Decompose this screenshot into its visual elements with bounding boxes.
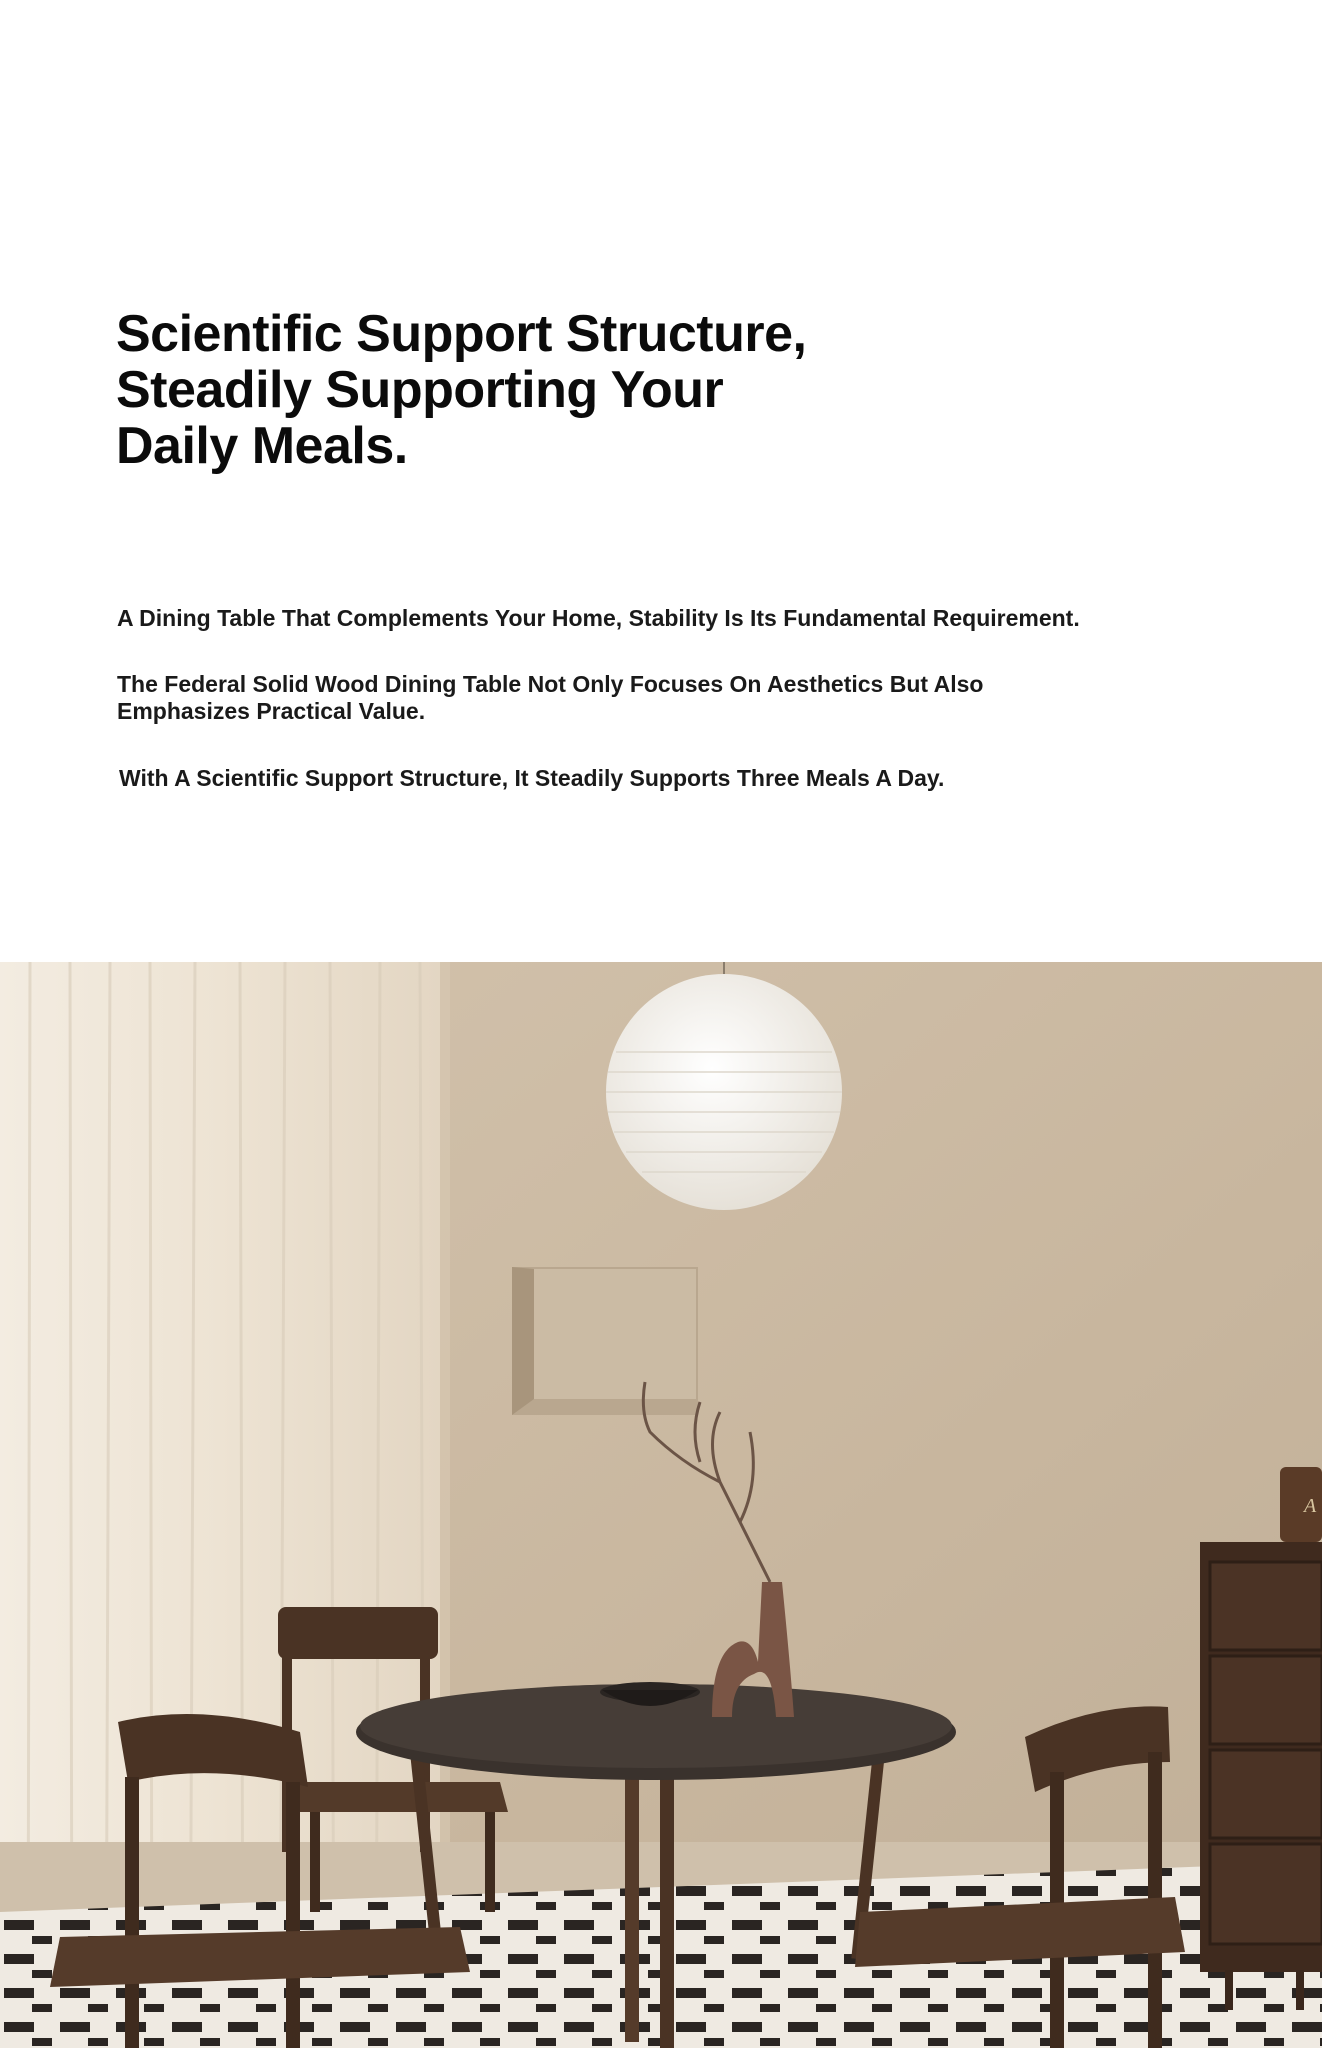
wall-niche: [512, 1267, 698, 1415]
dining-room-photo: [0, 962, 1322, 2048]
support-paragraph: With A Scientific Support Structure, It Steadily Supports Three Meals A Day.: [119, 765, 945, 791]
aesthetics-paragraph: [117, 671, 983, 725]
headline-line-3: Daily Meals.: [116, 417, 408, 475]
dresser: [1200, 1467, 1322, 2010]
intro-paragraph: A Dining Table That Complements Your Home, Stability Is Its Fundamental Requirement.: [117, 605, 1080, 631]
radio-badge: A: [1304, 1495, 1317, 1517]
headline-line-2: Steadily Supporting Your: [116, 361, 724, 419]
aesthetics-paragraph-line-2: Emphasizes Practical Value.: [117, 698, 426, 724]
headline-line-1: Scientific Support Structure,: [116, 305, 807, 363]
aesthetics-paragraph-line-1: The Federal Solid Wood Dining Table Not Only Focuses On Aesthetics But Also: [117, 671, 984, 697]
headline: [116, 306, 856, 474]
